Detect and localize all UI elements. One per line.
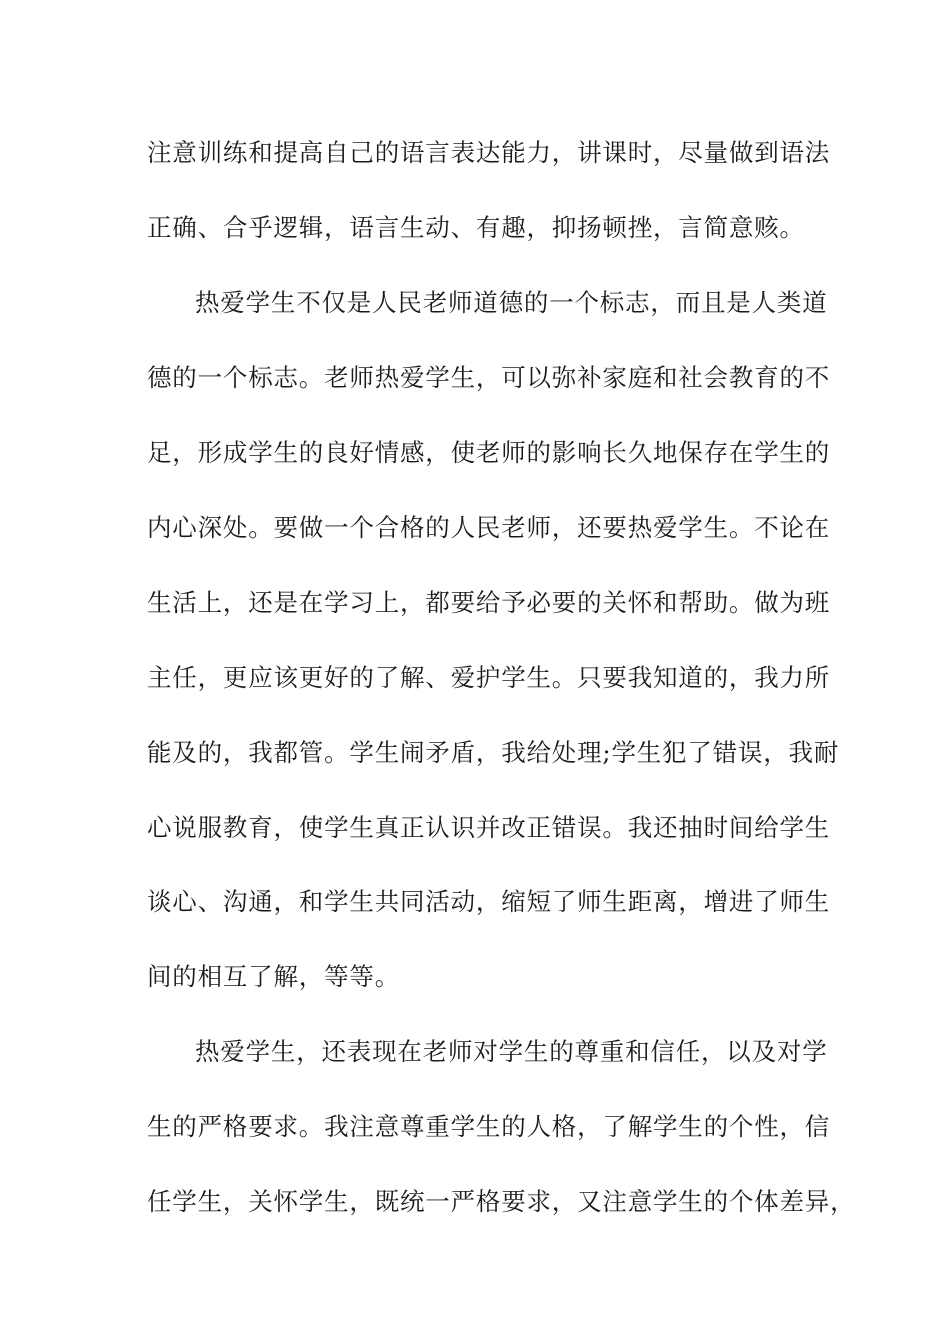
text-line: 内心深处。要做一个合格的人民老师，还要热爱学生。不论在	[147, 513, 831, 542]
text-line: 谈心、沟通，和学生共同活动，缩短了师生距离，增进了师生	[147, 887, 831, 916]
text-line: 德的一个标志。老师热爱学生，可以弥补家庭和社会教育的不	[147, 363, 831, 392]
text-line: 间的相互了解，等等。	[147, 962, 400, 991]
text-line: 注意训练和提高自己的语言表达能力，讲课时，尽量做到语法	[147, 138, 831, 167]
text-line: 足，形成学生的良好情感，使老师的影响长久地保存在学生的	[147, 438, 831, 467]
text-line: 任学生，关怀学生，既统一严格要求，又注意学生的个体差异，	[147, 1187, 856, 1216]
text-line: 心说服教育，使学生真正认识并改正错误。我还抽时间给学生	[147, 813, 831, 842]
text-line: 能及的，我都管。学生闹矛盾，我给处理;学生犯了错误，我耐	[147, 738, 840, 767]
text-line: 生的严格要求。我注意尊重学生的人格，了解学生的个性，信	[147, 1112, 831, 1141]
paragraph-start-line: 热爱学生不仅是人民老师道德的一个标志，而且是人类道	[195, 288, 828, 317]
text-line: 正确、合乎逻辑，语言生动、有趣，抑扬顿挫，言简意赅。	[147, 213, 805, 242]
paragraph-start-line: 热爱学生，还表现在老师对学生的尊重和信任，以及对学	[195, 1037, 828, 1066]
text-line: 生活上，还是在学习上，都要给予必要的关怀和帮助。做为班	[147, 588, 831, 617]
text-line: 主任，更应该更好的了解、爱护学生。只要我知道的，我力所	[147, 663, 831, 692]
